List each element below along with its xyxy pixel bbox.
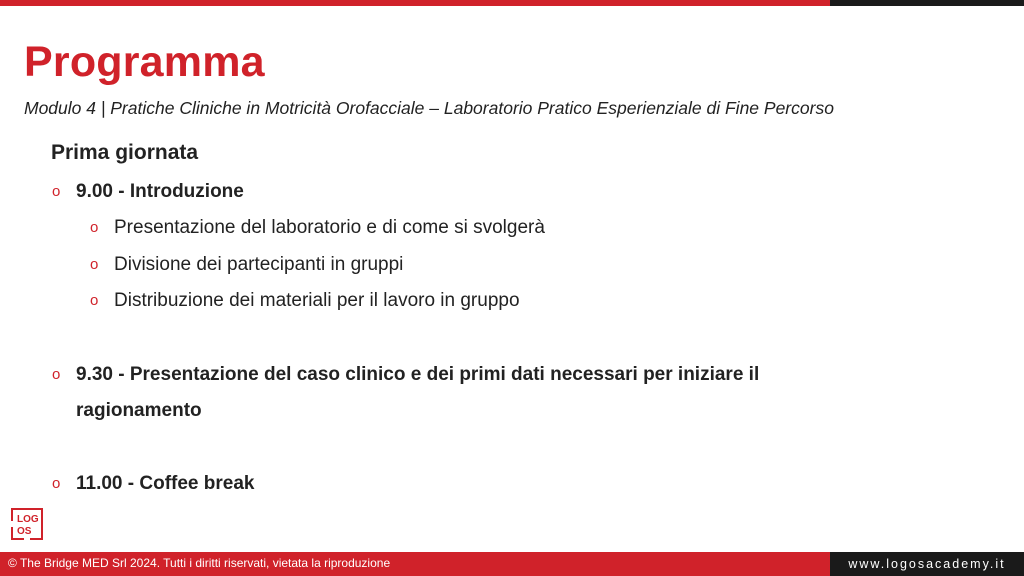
- bullet-icon: o: [52, 183, 61, 200]
- logo-text-line1: LOG: [17, 514, 39, 525]
- agenda-subitem: [90, 210, 545, 246]
- agenda-item-label: 11.00 - Coffee break: [76, 473, 255, 494]
- footer-copyright: © The Bridge MED Srl 2024. Tutti i diritti riservati, vietata la riproduzione: [0, 552, 830, 576]
- agenda-item-label-line1: 9.30 - Presentazione del caso clinico e dei primi dati necessari per iniziare il: [76, 364, 760, 385]
- top-accent-bar: [0, 0, 830, 6]
- bullet-icon: o: [90, 219, 99, 236]
- agenda-subitem-label: Divisione dei partecipanti in gruppi: [114, 254, 404, 275]
- agenda-item-label-line2: ragionamento: [76, 400, 202, 421]
- slide-subtitle: Modulo 4 | Pratiche Cliniche in Motricità Orofacciale – Laboratorio Pratico Esperienziale di Fine Percorso: [24, 98, 834, 118]
- bullet-icon: o: [52, 366, 61, 383]
- agenda-item-introduzione: [52, 174, 244, 210]
- agenda-subitem-label: Presentazione del laboratorio e di come si svolgerà: [114, 217, 545, 238]
- bullet-icon: o: [90, 292, 99, 309]
- agenda-item-caso-clinico: [52, 357, 760, 393]
- top-dark-bar: [830, 0, 1024, 6]
- footer-website-link[interactable]: www.logosacademy.it: [830, 552, 1024, 576]
- bullet-icon: o: [90, 256, 99, 273]
- agenda-item-caso-clinico-cont: [76, 393, 202, 429]
- bullet-icon: o: [52, 475, 61, 492]
- slide-title: Programma: [24, 38, 265, 86]
- logos-logo-icon: [10, 507, 44, 541]
- agenda-subitem-label: Distribuzione dei materiali per il lavoro in gruppo: [114, 290, 520, 311]
- agenda-item-label: 9.00 - Introduzione: [76, 181, 244, 202]
- agenda-subitem: [90, 247, 404, 283]
- logo-text-line2: OS: [17, 526, 32, 537]
- day-heading: Prima giornata: [51, 141, 199, 164]
- agenda-item-coffee-break: [52, 466, 255, 502]
- agenda-subitem: [90, 283, 520, 319]
